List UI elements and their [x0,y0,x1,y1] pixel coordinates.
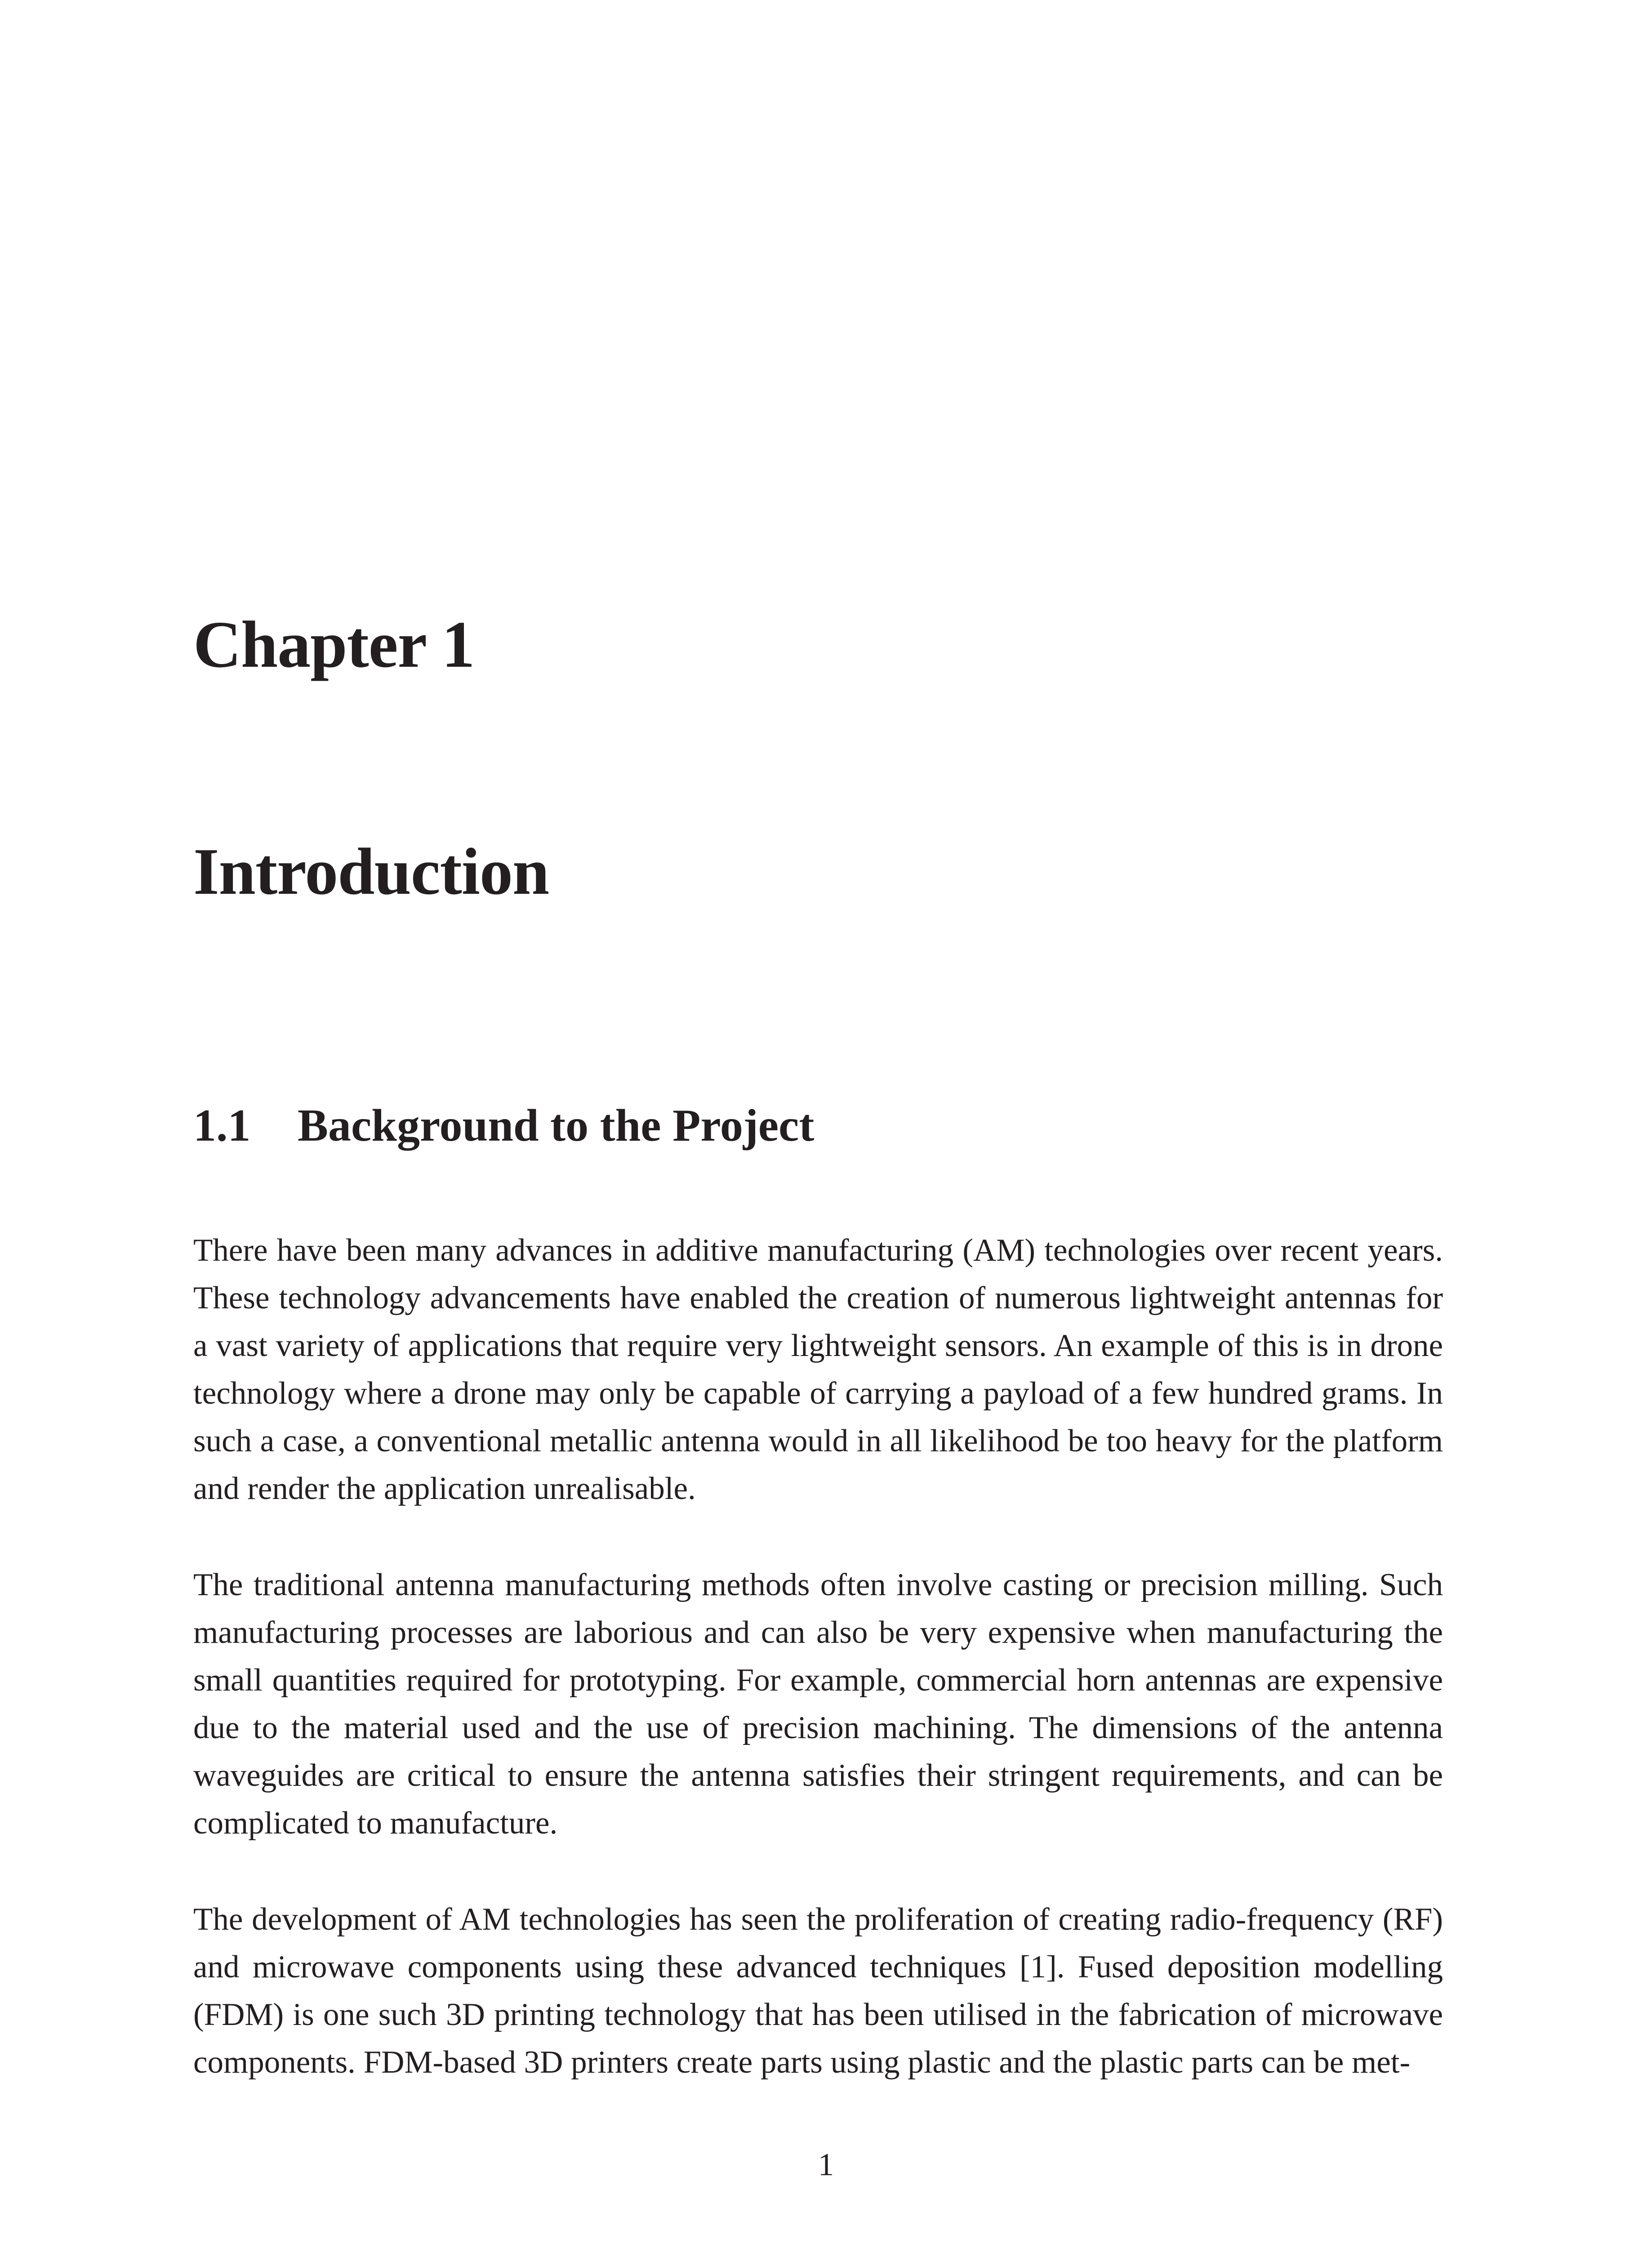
section-number: 1.1 [193,1100,251,1151]
page-number: 1 [818,2147,834,2182]
body-paragraph: There have been many advances in additive manufacturing (AM) technologies over recent years. These technology advancements have enabled the creation of numerous lightweight antennas for a vast variety of applications that require very lightweight sensors. An example of this is in drone technology where a drone may only be capable of carrying a payload of a few hundred grams. In such a case, a conventional metallic antenna would in all likelihood be too heavy for the platform and render the application unrealisable. [193,1233,1443,1506]
section-title: Background to the Project [298,1100,815,1151]
chapter-label: Chapter 1 [193,608,475,682]
body-paragraph: The development of AM technologies has seen the proliferation of creating radio-frequency (RF) and microwave components using these advanced techniques [1]. Fused deposition modelling (FDM) is one such 3D printing technology that has been utilised in the fabrication of microwave components. FDM-based 3D printers create parts using plastic and the plastic parts can be met- [193,1902,1443,2080]
chapter-title: Introduction [193,835,549,909]
body-paragraph: The traditional antenna manufacturing methods often involve casting or precision milling. Such manufacturing processes are laborious and can also be very expensive when manufacturing the small quantities required for prototyping. For example, commercial horn antennas are expensive due to the material used and the use of precision machining. The dimensions of the antenna waveguides are critical to ensure the antenna satisfies their stringent requirements, and can be complicated to manufacture. [193,1567,1443,1841]
section-heading [193,1100,815,1151]
